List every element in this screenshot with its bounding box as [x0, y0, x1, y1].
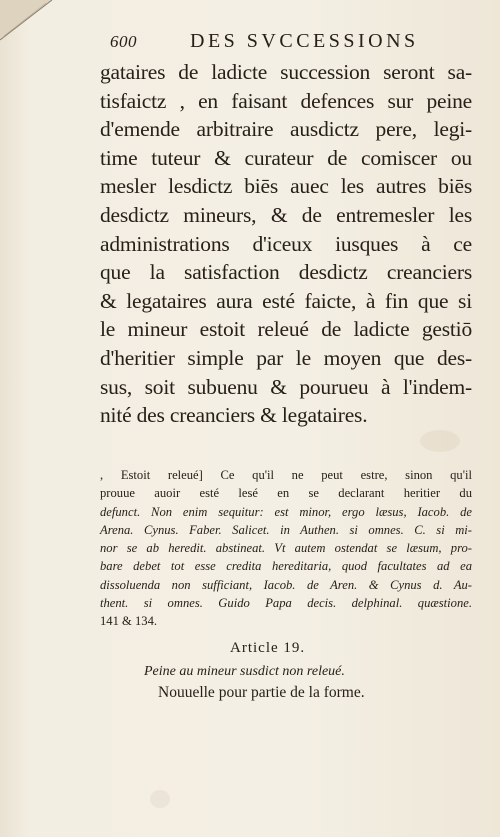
main-text-block [100, 58, 472, 430]
annotation-notes [100, 466, 472, 631]
note-line: prouue auoir esté lesé en se declarant heritier du [100, 486, 472, 501]
text-line: & legataires aura esté faicte, à fin que si [100, 288, 472, 313]
text-line: tisfaictz , en faisant defences sur peine [100, 88, 472, 113]
text-line: d'emende arbitraire ausdictz pere, legi- [100, 117, 472, 142]
text-line: que la satisfaction desdictz creanciers [100, 260, 472, 285]
note-line: dissoluenda non sufficiant, Iacob. de Aren. & Cynus d. Au- [100, 577, 472, 592]
text-line: sus, soit subuenu & pourueu à l'indem- [100, 374, 472, 399]
text-line: desdictz mineurs, & de entremesler les [100, 202, 472, 227]
note-line: Arena. Cynus. Faber. Salicet. in Authen. si omnes. C. si mi- [100, 522, 472, 537]
paper-stain [150, 790, 170, 808]
note-line: 141 & 134. [100, 614, 158, 629]
text-line: administrations d'iceux iusques à ce [100, 231, 472, 256]
paper-stain [420, 430, 460, 452]
text-line: d'heritier simple par le moyen que des- [100, 345, 472, 370]
text-line: nité des creanciers & legataires. [100, 403, 368, 428]
note-line: thent. si omnes. Guido Papa decis. delphinal. quæstione. [100, 596, 472, 611]
note-line: bare debet tot esse credita hereditaria, quod facultates ad ea [100, 559, 472, 574]
text-line: mesler lesdictz biēs auec les autres biēs [100, 174, 472, 199]
running-title: DES SVCCESSIONS [190, 30, 419, 52]
article-subtitle: Nouuelle pour partie de la forme. [158, 684, 365, 701]
page-number: 600 [110, 32, 137, 51]
text-line: time tuteur & curateur de comiscer ou [100, 145, 472, 170]
note-line: , Estoit releué] Ce qu'il ne peut estre, sinon qu'il [100, 468, 472, 482]
article-summary: Peine au mineur susdict non releué. [144, 664, 345, 679]
folded-corner-icon [0, 0, 60, 45]
article-heading [100, 640, 472, 740]
text-line: le mineur estoit releué de ladicte gestiō [100, 317, 472, 342]
note-line: defunct. Non enim sequitur: est minor, ergo læsus, Iacob. de [100, 504, 472, 519]
text-line: gataires de ladicte succession seront sa- [100, 60, 472, 84]
note-line: nor se ab heredit. abstineat. Vt autem ostendat se læsum, pro- [100, 541, 472, 556]
article-title: Article 19. [230, 640, 306, 656]
page-header [110, 28, 460, 54]
